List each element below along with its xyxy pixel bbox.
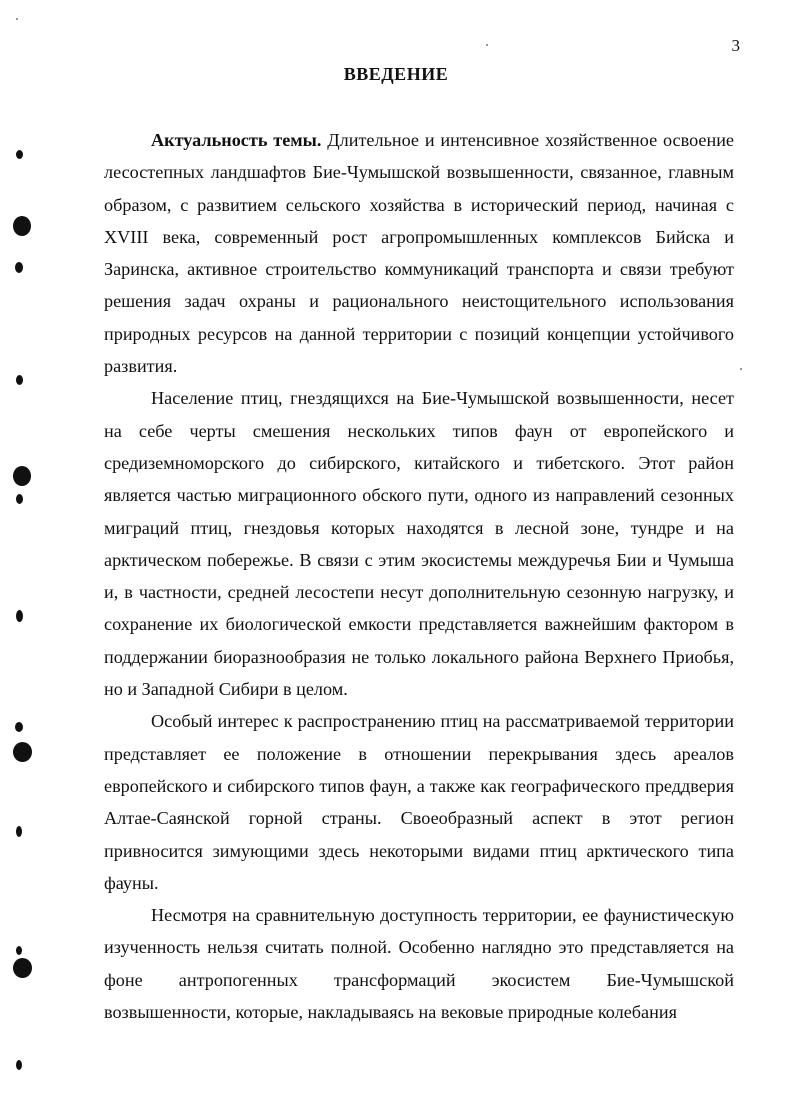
scan-speck xyxy=(740,368,742,370)
punch-hole-mark xyxy=(16,946,22,955)
scan-speck xyxy=(16,18,18,20)
page-title: ВВЕДЕНИЕ xyxy=(343,64,449,84)
paragraph-lead: Актуальность темы. xyxy=(151,130,322,150)
paragraph-text: Длительное и интенсивное хозяйственное освоение лесостепных ландшафтов Бие-Чумышской возвышенности, связанное, главным образом, с развитием сельского хозяйства в исторический период, начиная с XVIII века, современный рост агропромышленных комплексов Бийска и Заринска, активное строительство коммуникаций транспорта и связи требуют решения задач охраны и рационального неистощительного использования природных ресурсов на данной территории с позиций концепции устойчивого развития. xyxy=(104,130,735,377)
paragraph-relevance xyxy=(104,124,734,382)
punch-hole-mark xyxy=(13,466,31,486)
scan-speck xyxy=(486,44,488,46)
paragraph-study-status: Несмотря на сравнительную доступность территории, ее фаунистическую изученность нельзя считать полной. Особенно наглядно это представляется на фоне антропогенных трансформаций экосистем Бие-Чумышской возвышенности, которые, накладываясь на вековые природные колебания xyxy=(104,905,734,1023)
punch-hole-mark xyxy=(16,494,23,504)
punch-hole-mark xyxy=(15,262,23,273)
page-number: 3 xyxy=(731,36,740,55)
paragraph-special-interest: Особый интерес к распространению птиц на рассматриваемой территории представляет ее положение в отношении перекрывания здесь ареалов европейского и сибирского типов фаун, а также как географического преддверия Алтае-Саянской горной страны. Своеобразный аспект в этот регион привносится зимующими здесь некоторыми видами птиц арктического типа фауны. xyxy=(104,711,734,893)
punch-hole-mark xyxy=(16,375,23,385)
paragraph-bird-population: Население птиц, гнездящихся на Бие-Чумышской возвышенности, несет на себе черты смешения нескольких типов фаун от европейского и средиземноморского до сибирского, китайского и тибетского. Этот район является частью миграционного обского пути, одного из направлений сезонных миграций птиц, гнездовья которых находятся в лесной зоне, тундре и на арктическом побережье. В связи с этим экосистемы междуречья Бии и Чумыша и, в частности, средней лесостепи несут дополнительную сезонную нагрузку, и сохранение их биологической емкости представляется важнейшим фактором в поддержании биоразнообразия не только локального района Верхнего Приобья, но и Западной Сибири в целом. xyxy=(104,388,734,700)
punch-hole-mark xyxy=(16,826,22,837)
punch-hole-mark xyxy=(16,150,23,159)
punch-hole-mark xyxy=(15,722,23,732)
punch-hole-mark xyxy=(13,742,32,762)
punch-hole-mark xyxy=(13,216,31,236)
document-body xyxy=(104,124,734,1028)
punch-hole-mark xyxy=(13,958,32,978)
punch-hole-mark xyxy=(16,1060,22,1070)
punch-hole-mark xyxy=(16,610,23,622)
